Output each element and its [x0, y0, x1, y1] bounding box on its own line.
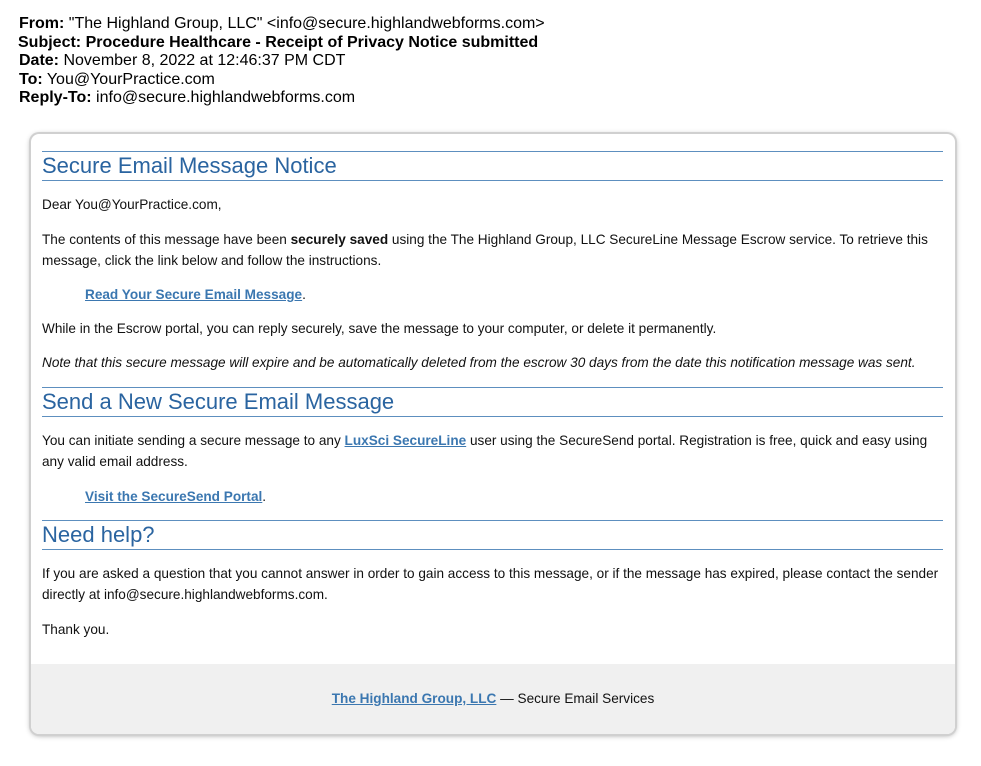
footer — [31, 664, 955, 734]
notice-body-pre: The contents of this message have been — [42, 232, 291, 247]
notice-title: Secure Email Message Notice — [42, 151, 943, 181]
header-reply-to — [19, 89, 959, 108]
send-new-title: Send a New Secure Email Message — [42, 387, 943, 417]
securesend-link-suffix: . — [262, 489, 267, 504]
thank-you: Thank you. — [42, 622, 110, 637]
highland-group-link[interactable]: The Highland Group, LLC — [331, 691, 497, 706]
notice-body-post: using the The Highland Group, LLC SecureLine Message Escrow service. To retrieve this message, click the link below and follow the instructions. — [42, 232, 928, 268]
to-label: To: — [19, 70, 43, 88]
email-headers — [19, 15, 959, 108]
send-new-body-post: user using the SecureSend portal. Registration is free, quick and easy using any valid email address. — [42, 433, 928, 469]
to-value: You@YourPractice.com — [46, 70, 215, 88]
help-body: If you are asked a question that you cannot answer in order to gain access to this message, or if the message has expired, please contact the sender directly at info@secure.highlandwebforms.com. — [42, 566, 939, 602]
from-value: "The Highland Group, LLC" <info@secure.highlandwebforms.com> — [68, 15, 545, 32]
from-label: From: — [19, 15, 65, 32]
footer-suffix: — Secure Email Services — [496, 691, 655, 706]
header-from — [19, 15, 959, 34]
notice-body — [42, 229, 943, 271]
header-subject — [18, 34, 959, 53]
luxsci-secureline-link[interactable]: LuxSci SecureLine — [344, 433, 467, 448]
send-new-body — [42, 430, 943, 472]
reply-to-label: Reply-To: — [19, 89, 92, 106]
subject-label: Subject: — [18, 33, 82, 51]
read-secure-message-link[interactable]: Read Your Secure Email Message — [85, 287, 303, 302]
greeting: Dear You@YourPractice.com, — [42, 197, 222, 212]
date-label: Date: — [19, 52, 60, 69]
securesend-link-row — [85, 486, 266, 507]
header-date — [19, 52, 959, 71]
help-title: Need help? — [42, 520, 943, 550]
read-link-suffix: . — [302, 287, 306, 302]
notice-body-bold: securely saved — [290, 232, 389, 247]
read-link-row — [85, 284, 306, 305]
header-to — [19, 71, 959, 90]
portal-text: While in the Escrow portal, you can reply securely, save the message to your computer, or delete it permanently. — [42, 321, 717, 336]
reply-to-value: info@secure.highlandwebforms.com — [96, 89, 356, 106]
expire-note: Note that this secure message will expire and be automatically deleted from the escrow 30 days from the date this notification message was sent. — [42, 355, 916, 370]
send-new-body-pre: You can initiate sending a secure message to any — [42, 433, 345, 448]
subject-value: Procedure Healthcare - Receipt of Privacy Notice submitted — [85, 33, 539, 51]
message-card — [31, 134, 955, 734]
securesend-portal-link[interactable]: Visit the SecureSend Portal — [85, 489, 263, 504]
date-value: November 8, 2022 at 12:46:37 PM CDT — [63, 52, 346, 69]
